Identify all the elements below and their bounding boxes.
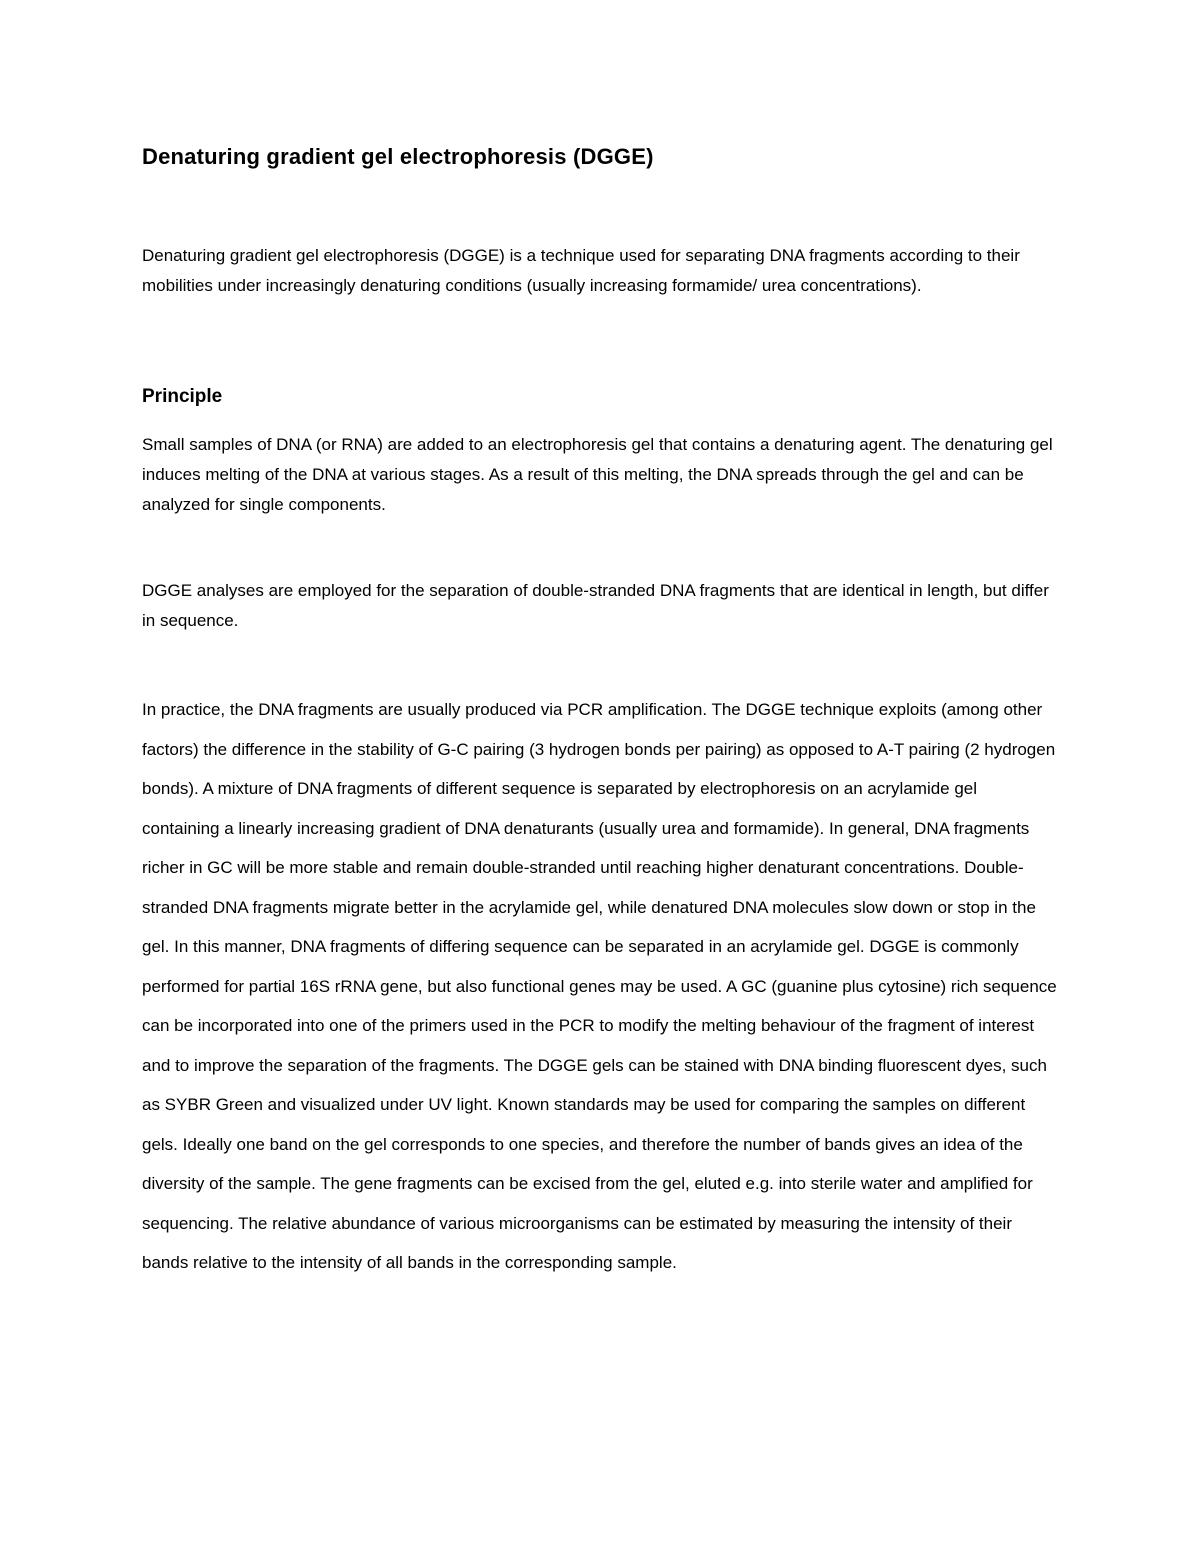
principle-paragraph: Small samples of DNA (or RNA) are added to an electrophoresis gel that contains a denaturing agent. The denaturing gel induces melting of the DNA at various stages. As a result of this melting, the DNA spreads through the gel and can be analyzed for single components. <box>142 435 1053 514</box>
dgge-paragraph: DGGE analyses are employed for the separation of double-stranded DNA fragments that are identical in length, but differ in sequence. <box>142 581 1049 630</box>
document-title: Denaturing gradient gel electrophoresis (DGGE) <box>142 144 654 169</box>
practice-paragraph: In practice, the DNA fragments are usually produced via PCR amplification. The DGGE technique exploits (among other factors) the difference in the stability of G-C pairing (3 hydrogen bonds per pairing) as opposed to A-T pairing (2 hydrogen bonds). A mixture of DNA fragments of different sequence is separated by electrophoresis on an acrylamide gel containing a linearly increasing gradient of DNA denaturants (usually urea and formamide). In general, DNA fragments richer in GC will be more stable and remain double-stranded until reaching higher denaturant concentrations. Double-stranded DNA fragments migrate better in the acrylamide gel, while denatured DNA molecules slow down or stop in the gel. In this manner, DNA fragments of differing sequence can be separated in an acrylamide gel. DGGE is commonly performed for partial 16S rRNA gene, but also functional genes may be used. A GC (guanine plus cytosine) rich sequence can be incorporated into one of the primers used in the PCR to modify the melting behaviour of the fragment of interest and to improve the separation of the fragments. The DGGE gels can be stained with DNA binding fluorescent dyes, such as SYBR Green and visualized under UV light. Known standards may be used for comparing the samples on different gels. Ideally one band on the gel corresponds to one species, and therefore the number of bands gives an idea of the diversity of the sample. The gene fragments can be excised from the gel, eluted e.g. into sterile water and amplified for sequencing. The relative abundance of various microorganisms can be estimated by measuring the intensity of their bands relative to the intensity of all bands in the corresponding sample. <box>142 700 1057 1272</box>
intro-paragraph: Denaturing gradient gel electrophoresis (DGGE) is a technique used for separating DNA fragments according to their mobilities under increasingly denaturing conditions (usually increasing formamide/ urea concentrations). <box>142 246 1020 295</box>
principle-heading: Principle <box>142 386 223 407</box>
